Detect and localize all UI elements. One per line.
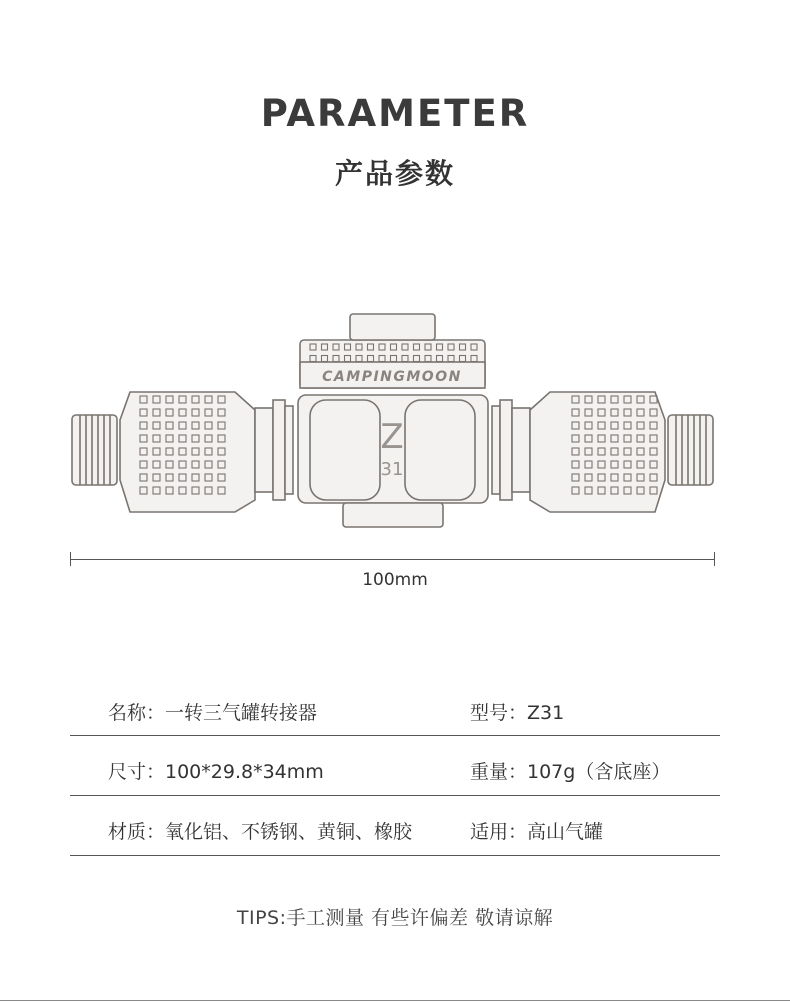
- right-threaded-end: [668, 415, 713, 485]
- spec-row: [70, 677, 720, 736]
- right-nut: [492, 400, 530, 500]
- model-mark-number: 31: [380, 459, 404, 480]
- spec-application: 适用：高山气罐: [470, 821, 604, 843]
- left-threaded-end: [72, 415, 117, 485]
- spec-name: 名称：一转三气罐转接器: [108, 702, 318, 724]
- spec-row: [70, 736, 720, 796]
- spec-weight: 重量：107g（含底座）: [470, 761, 671, 783]
- left-nut: [255, 400, 293, 500]
- model-mark-letter: Z: [380, 417, 404, 457]
- dimension-tick-right: [714, 552, 715, 566]
- bottom-divider: [0, 1000, 790, 1001]
- dimension-line: [70, 559, 715, 560]
- right-knurled-sleeve: [530, 392, 665, 512]
- spec-material: 材质：氧化铝、不锈钢、黄铜、橡胶: [108, 821, 413, 843]
- page-title-cn: 产品参数: [334, 157, 455, 190]
- brand-label: CAMPINGMOON: [322, 369, 462, 385]
- dimension-label: 100mm: [362, 570, 428, 590]
- dimension-tick-left: [70, 552, 71, 566]
- page-title-en: PARAMETER: [260, 92, 530, 135]
- tips-note: TIPS:手工测量 有些许偏差 敬请谅解: [236, 907, 554, 929]
- spec-size: 尺寸：100*29.8*34mm: [108, 761, 324, 783]
- spec-table: [70, 677, 720, 856]
- product-illustration: [60, 300, 740, 540]
- spec-model: 型号：Z31: [470, 702, 565, 724]
- spec-row: [70, 796, 720, 856]
- left-knurled-sleeve: [120, 392, 255, 512]
